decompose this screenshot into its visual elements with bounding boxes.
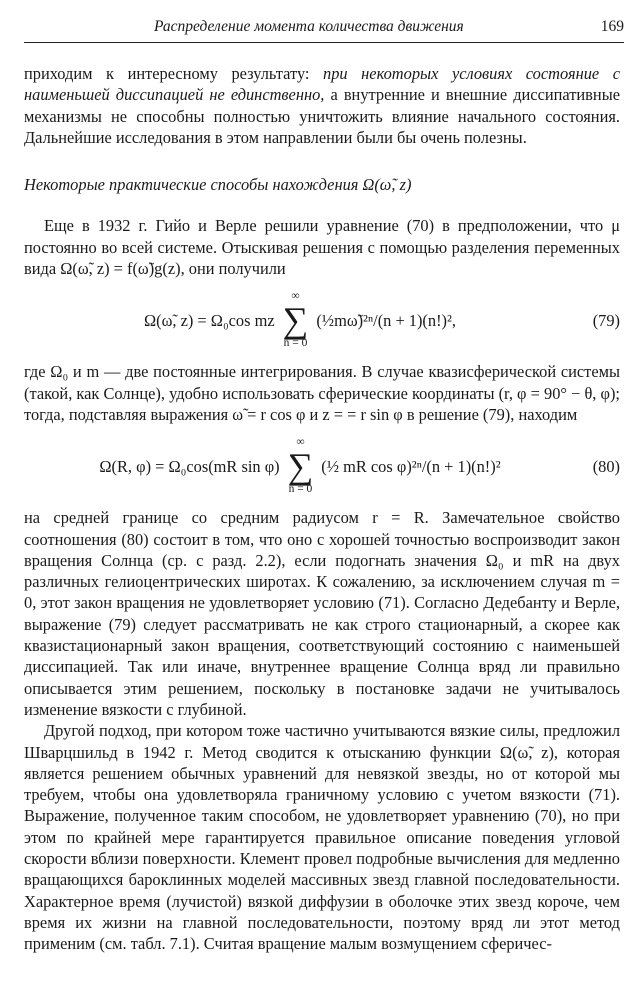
equation-80-lhs: Ω(R, φ) = Ω₀cos(mR sin φ) [99, 456, 280, 476]
equation-80-body [24, 437, 576, 496]
equation-79-body [24, 291, 576, 350]
paragraph-1-emphasis: при некоторых условиях состояние с наименьшей диссипацией не единственно, [24, 64, 620, 105]
page-body [24, 63, 620, 955]
paragraph-1-start: приходим к интересному результату: [24, 64, 324, 83]
equation-79-sum [283, 291, 309, 350]
paragraph-4: на средней границе со средним радиусом r = R. Замечательное свойство соотношения (80) состоит в том, что оно с хорошей точностью воспроизводит закон вращения Солнца (ср. с разд. 2.2), если подогнать значения Ω₀ и mR на двух различных гелиоцентрических широтах. К сожалению, за исключением случая m = 0, этот закон вращения не удовлетворяет условию (71). Согласно Дедебанту и Верле, выражение (79) следует рассматривать не как строго стационарный, а скорее как квазистационарный закон вращения, соответствующий состоянию с наименьшей диссипацией. Так или иначе, внутреннее вращение Солнца вряд ли правильно описывается этим решением, поскольку в постановке задачи не учитывалось изменение вязкости с глубиной. [24, 508, 620, 719]
section-title: Некоторые практические способы нахождения Ω(ω̃, z) [24, 175, 412, 195]
sum-sign: ∑ [287, 446, 314, 487]
paragraph-1 [24, 63, 620, 148]
running-title: Распределение момента количества движения [154, 18, 464, 35]
equation-79-rhs: (½mω̃)²ⁿ/(n + 1)(n!)², [316, 310, 457, 330]
paragraph-5: Другой подход, при котором тоже частично учитываются вязкие силы, предложил Шварцшильд в 1942 г. Метод сводится к отысканию функции Ω(ω̃, z), которая является решением обычных уравнений для невязкой звезды, но от которой мы требуем, чтобы она удовлетворяла граничному условию с учетом вязкости (71). Выражение, полученное таким способом, не удовлетворяет уравнению (70), но при этом по крайней мере гарантируется правильное описание поведения угловой скорости вблизи поверхности. Клемент провел подробные вычисления для медленно вращающихся бароклинных моделей массивных звезд главной последовательности. Характерное время (лучистой) вязкой диффузии в оболочке этих звезд короче, чем время их жизни на главной последовательности, поэтому вряд ли этот метод применим (см. табл. 7.1). Считая вращение малым возмущением сферичес- [24, 721, 620, 954]
paragraph-3: где Ω₀ и m — две постоянные интегрирования. В случае квазисферической системы (такой, как Солнце), удобно использовать сферические координаты (r, φ = 90° − θ, φ); тогда, подставляя выражения ω̃ = r cos φ и z = = r sin φ в решение (79), находим [24, 362, 620, 424]
sum-lower-limit: n = 0 [288, 483, 313, 496]
equation-80-sum [288, 437, 314, 496]
header-rule [24, 42, 624, 43]
page-number: 169 [600, 18, 624, 35]
equation-80-rhs: (½ mR cos φ)²ⁿ/(n + 1)(n!)² [321, 456, 501, 476]
sum-upper-limit: ∞ [296, 435, 305, 448]
sum-lower-limit: n = 0 [283, 337, 308, 350]
equation-80-number: (80) [592, 456, 620, 476]
sum-upper-limit: ∞ [291, 289, 300, 302]
paragraph-1-end: а внутренние и внешние диссипативные механизмы не способны полностью уничтожить влияние начального состояния. Дальнейшие исследования в этом направлении были бы очень полезны. [24, 85, 620, 147]
equation-79-number: (79) [592, 310, 620, 330]
equation-80 [24, 425, 620, 507]
page-header [24, 10, 624, 40]
sum-sign: ∑ [282, 300, 309, 341]
equation-79 [24, 279, 620, 361]
equation-79-lhs: Ω(ω̃, z) = Ω₀cos mz [143, 310, 275, 330]
paragraph-2: Еще в 1932 г. Гийо и Верле решили уравнение (70) в предположении, что μ постоянно во всей системе. Отыскивая решения с помощью разделения переменных вида Ω(ω̃, z) = f(ω̃)g(z), они получили [24, 216, 620, 279]
